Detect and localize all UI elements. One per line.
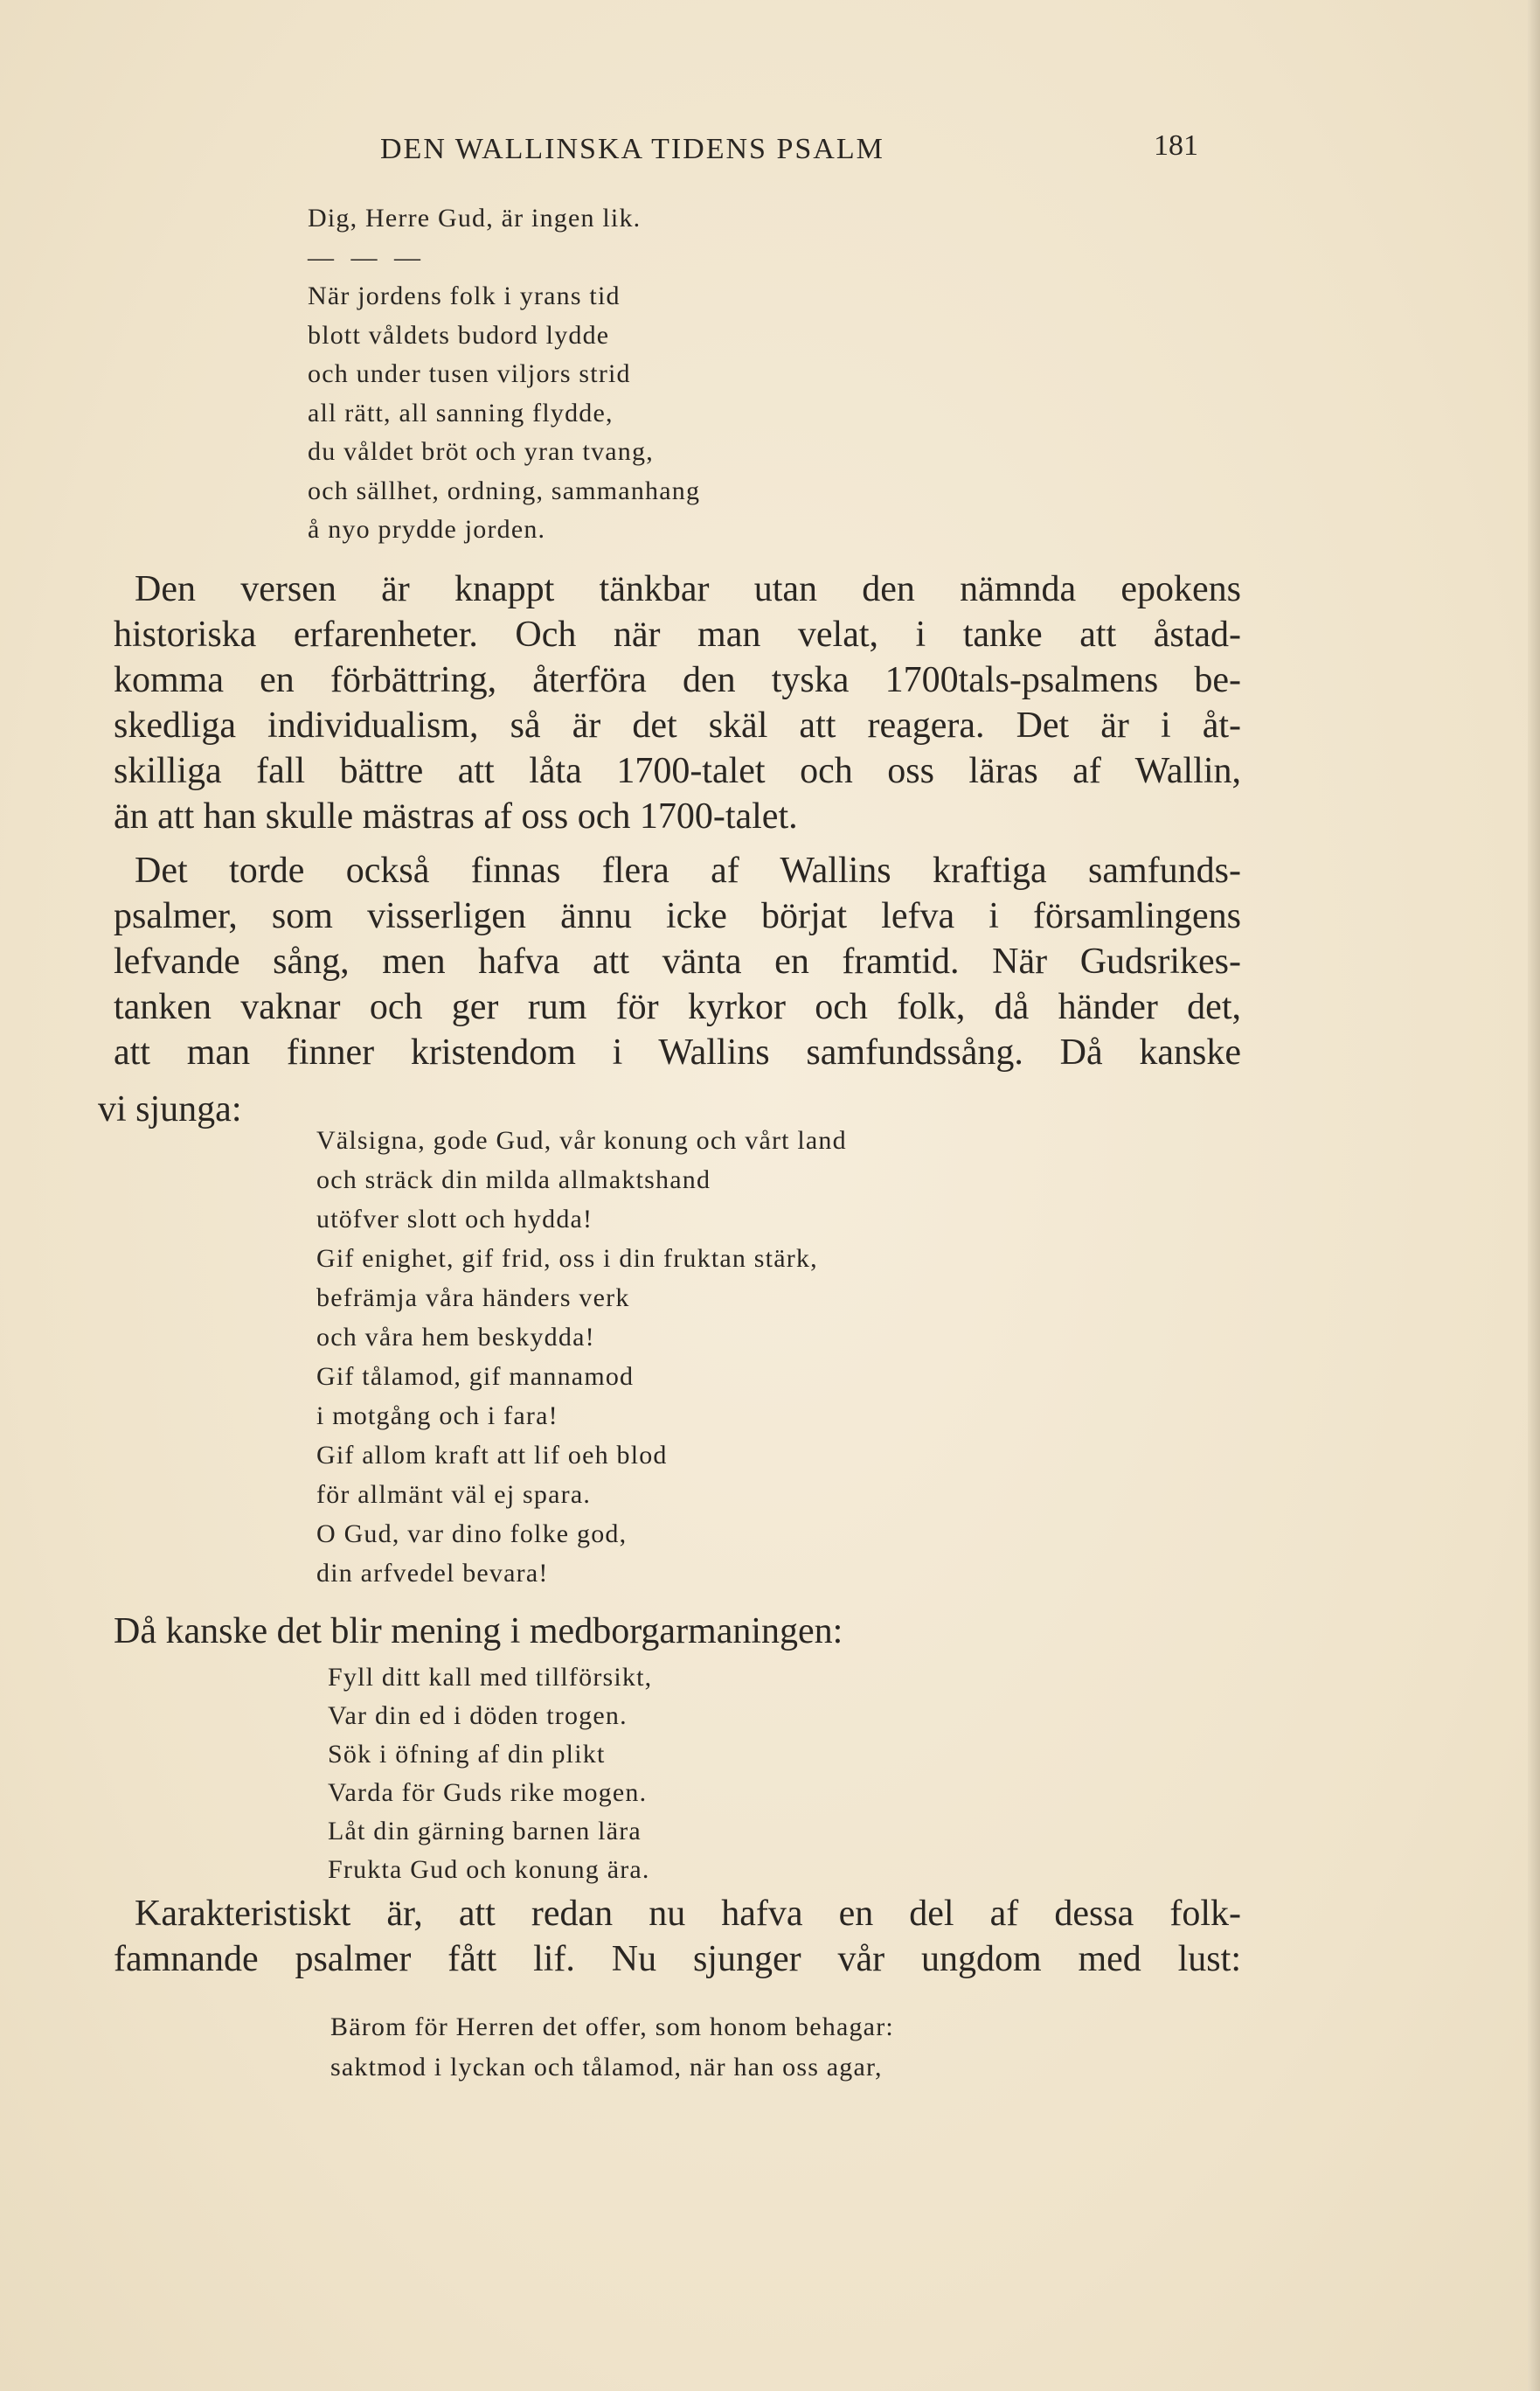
paragraph-line: än att han skulle mästras af oss och 1700-talet.: [114, 796, 798, 837]
verse-line: saktmod i lyckan och tålamod, när han oss agar,: [330, 2053, 883, 2082]
paragraph-line: historiska erfarenheter. Och när man velat, i tanke att åstad-: [114, 615, 1241, 655]
paragraph-line: skilliga fall bättre att låta 1700-talet och oss läras af Wallin,: [114, 751, 1241, 791]
verse-line: Sök i öfning af din plikt: [328, 1740, 606, 1769]
paragraph-line: tanken vaknar och ger rum för kyrkor och folk, då händer det,: [114, 987, 1241, 1027]
verse-line: Gif enighet, gif frid, oss i din fruktan stärk,: [316, 1244, 818, 1273]
verse-line: Frukta Gud och konung ära.: [328, 1855, 650, 1884]
verse-line: du våldet bröt och yran tvang,: [308, 437, 654, 466]
verse-line: O Gud, var dino folke god,: [316, 1519, 628, 1548]
paragraph-line: Det torde också finnas flera af Wallins kraftiga samfunds-: [135, 851, 1241, 891]
paragraph-line: komma en förbättring, återföra den tyska 1700tals-psalmens be-: [114, 660, 1241, 700]
verse-line: din arfvedel bevara!: [316, 1559, 549, 1588]
paragraph-line: skedliga individualism, så är det skäl att reagera. Det är i åt-: [114, 705, 1241, 746]
paragraph-3: [114, 1609, 988, 1654]
verse-line: befrämja våra händers verk: [316, 1283, 630, 1312]
page-number: 181: [1154, 129, 1198, 162]
paragraph-line: famnande psalmer fått lif. Nu sjunger vår ungdom med lust:: [114, 1939, 1241, 1979]
verse-line: utöfver slott och hydda!: [316, 1205, 593, 1234]
verse-separator: — — —: [308, 242, 426, 272]
verse-line: Gif tålamod, gif mannamod: [316, 1362, 635, 1391]
verse-block-1: [308, 199, 700, 550]
paragraph-line: psalmer, som visserligen ännu icke börjat lefva i församlingens: [114, 896, 1241, 936]
verse-line: all rätt, all sanning flydde,: [308, 398, 614, 427]
verse-block-3: [328, 1658, 652, 1889]
paragraph-line: Den versen är knappt tänkbar utan den nämnda epokens: [135, 569, 1241, 609]
verse-line: Varda för Guds rike mogen.: [328, 1778, 648, 1807]
verse-line: för allmänt väl ej spara.: [316, 1480, 592, 1509]
verse-line: och sträck din milda allmaktshand: [316, 1165, 711, 1194]
paragraph-trailing-line: vi sjunga:: [98, 1089, 242, 1129]
verse-line: Välsigna, gode Gud, vår konung och vårt land: [316, 1126, 847, 1155]
verse-line: och under tusen viljors strid: [308, 359, 631, 388]
paragraph-line: Då kanske det blir mening i medborgarmaningen:: [114, 1611, 843, 1651]
verse-line: Låt din gärning barnen lära: [328, 1817, 642, 1845]
verse-line: å nyo prydde jorden.: [308, 515, 546, 544]
verse-line: Fyll ditt kall med tillförsikt,: [328, 1663, 653, 1692]
paragraph-1: [114, 566, 1241, 839]
running-title: DEN WALLINSKA TIDENS PSALM: [380, 133, 884, 165]
verse-line: Bärom för Herren det offer, som honom behagar:: [330, 2012, 894, 2041]
paragraph-2: [114, 848, 1241, 1075]
verse-line: och våra hem beskydda!: [316, 1323, 595, 1352]
verse-line: Var din ed i döden trogen.: [328, 1701, 628, 1730]
verse-line: i motgång och i fara!: [316, 1401, 558, 1430]
verse-line: Gif allom kraft att lif oeh blod: [316, 1441, 668, 1470]
verse-line: blott våldets budord lydde: [308, 320, 610, 350]
paragraph-4: [114, 1891, 1241, 1982]
verse-line: Dig, Herre Gud, är ingen lik.: [308, 204, 642, 233]
paragraph-line: lefvande sång, men hafva att vänta en framtid. När Gudsrikes-: [114, 942, 1241, 982]
paragraph-line: Karakteristiskt är, att redan nu hafva en del af dessa folk-: [135, 1894, 1241, 1934]
verse-block-2: [316, 1121, 847, 1593]
page-edge: [1528, 0, 1540, 2391]
verse-block-4: [330, 2007, 894, 2088]
verse-line: och sällhet, ordning, sammanhang: [308, 476, 701, 505]
verse-line: När jordens folk i yrans tid: [308, 281, 621, 310]
paragraph-line: att man finner kristendom i Wallins samfundssång. Då kanske: [114, 1032, 1241, 1073]
